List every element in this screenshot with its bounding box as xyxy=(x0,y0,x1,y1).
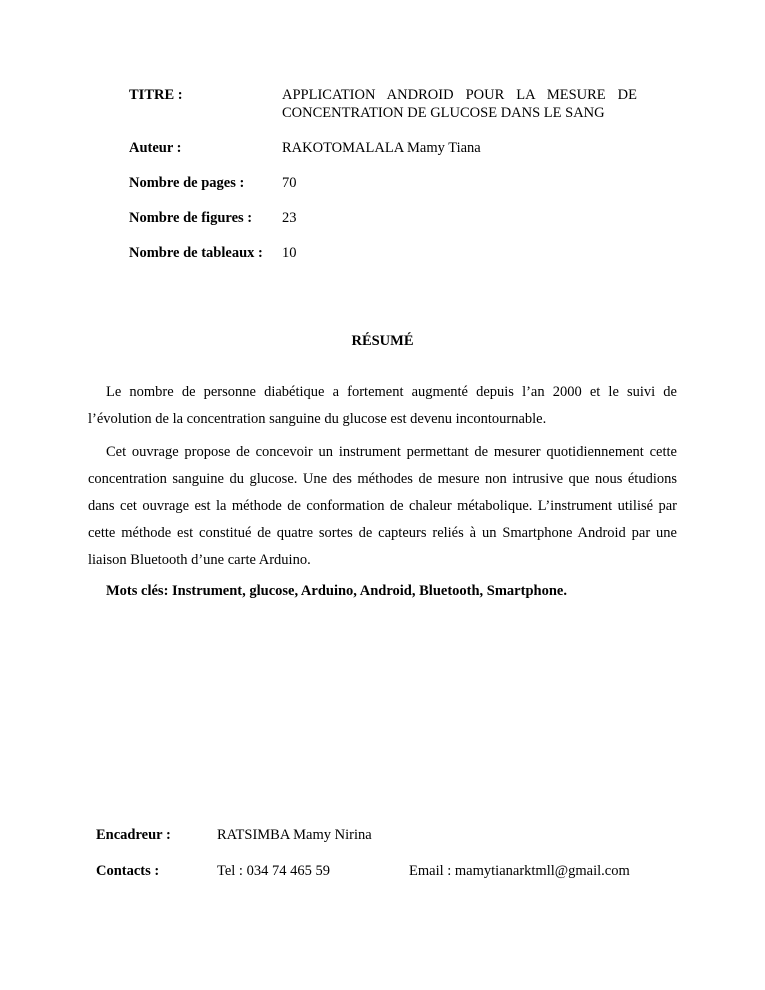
figures-value: 23 xyxy=(282,210,297,226)
title-value: APPLICATION ANDROID POUR LA MESURE DE CONCENTRATION DE GLUCOSE DANS LE SANG xyxy=(282,87,637,121)
tables-label: Nombre de tableaux : xyxy=(129,245,263,261)
pages-row xyxy=(129,174,637,192)
contacts-row xyxy=(96,862,656,880)
footer-info xyxy=(96,826,656,898)
keywords: Mots clés: Instrument, glucose, Arduino, Android, Bluetooth, Smartphone. xyxy=(106,583,567,599)
supervisor-row xyxy=(96,826,656,844)
phone-value: Tel : 034 74 465 59 xyxy=(217,863,330,879)
supervisor-value: RATSIMBA Mamy Nirina xyxy=(217,827,372,843)
author-label: Auteur : xyxy=(129,140,182,156)
resume-heading: RÉSUMÉ xyxy=(351,333,414,349)
pages-label: Nombre de pages : xyxy=(129,175,245,191)
title-row xyxy=(129,86,637,122)
contacts-label: Contacts : xyxy=(96,863,160,879)
tables-value: 10 xyxy=(282,245,297,261)
author-value: RAKOTOMALALA Mamy Tiana xyxy=(282,140,481,156)
abstract-paragraph-2: Cet ouvrage propose de concevoir un instrument permettant de mesurer quotidiennement cette concentration sanguine du glucose. Une des méthodes de mesure non intrusive que nous étudions dans cet ouvrage est la méthode de conformation de chaleur métabolique. L’instrument utilisé par cette méthode est constitué de quatre sortes de capteurs reliés à un Smartphone Android par une liaison Bluetooth d’une carte Arduino. xyxy=(88,444,677,568)
tables-row xyxy=(129,244,637,262)
figures-label: Nombre de figures : xyxy=(129,210,253,226)
abstract-paragraph-1: Le nombre de personne diabétique a fortement augmenté depuis l’an 2000 et le suivi de l’évolution de la concentration sanguine du glucose est devenu incontournable. xyxy=(88,384,677,427)
email-value: Email : mamytianarktmll@gmail.com xyxy=(409,863,630,879)
pages-value: 70 xyxy=(282,175,297,191)
document-metadata xyxy=(129,86,637,279)
figures-row xyxy=(129,209,637,227)
abstract xyxy=(88,379,677,608)
title-label: TITRE : xyxy=(129,87,183,103)
supervisor-label: Encadreur : xyxy=(96,827,171,843)
author-row xyxy=(129,139,637,157)
